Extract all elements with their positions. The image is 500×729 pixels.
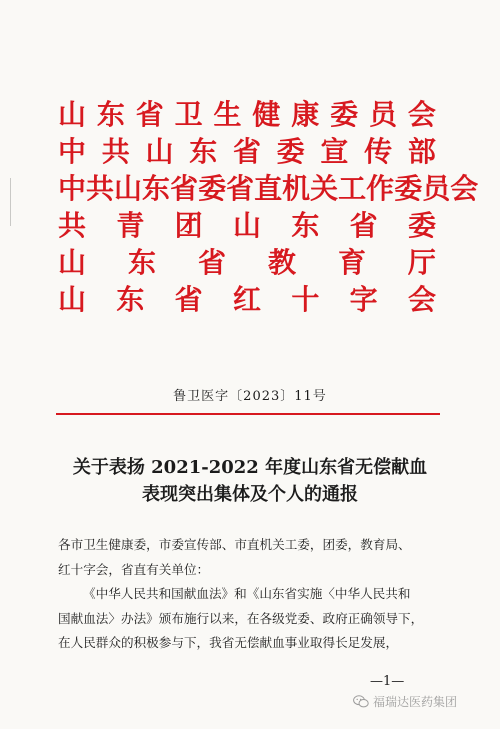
red-divider xyxy=(56,413,440,415)
issuer-char: 关 xyxy=(310,172,339,205)
issuer-char: 山 xyxy=(58,283,87,316)
issuer-line xyxy=(58,283,436,320)
issuer-char: 宣 xyxy=(320,135,349,168)
issuer-char: 会 xyxy=(407,283,436,316)
issuer-char: 东 xyxy=(142,172,171,205)
issuer-char: 委 xyxy=(198,172,227,205)
issuer-char: 团 xyxy=(174,209,203,242)
issuer-char: 中 xyxy=(58,135,87,168)
issuer-char: 中 xyxy=(58,172,87,205)
issuer-char: 康 xyxy=(291,98,320,131)
issuer-line xyxy=(58,135,436,172)
watermark-text: 福瑞达医药集团 xyxy=(373,695,458,709)
issuer-char: 生 xyxy=(213,98,242,131)
issuer-char: 教 xyxy=(267,246,296,279)
issuer-char: 厅 xyxy=(407,246,436,279)
issuer-char: 员 xyxy=(369,98,398,131)
issuer-char: 省 xyxy=(170,172,199,205)
issuer-char: 青 xyxy=(116,209,145,242)
issuer-char: 红 xyxy=(232,283,261,316)
issuer-char: 山 xyxy=(232,209,261,242)
issuer-char: 委 xyxy=(276,135,305,168)
issuer-char: 省 xyxy=(174,283,203,316)
issuer-char: 十 xyxy=(291,283,320,316)
notice-body xyxy=(58,533,442,656)
issuer-char: 健 xyxy=(252,98,281,131)
issuer-char: 省 xyxy=(197,246,226,279)
wechat-icon xyxy=(353,695,369,708)
issuer-char: 山 xyxy=(58,98,87,131)
issuer-char: 东 xyxy=(127,246,156,279)
paragraph-line: 《中华人民共和国献血法》和《山东省实施〈中华人民共和 xyxy=(83,586,411,601)
addressee-line: 各市卫生健康委，市委宣传部、市直机关工委，团委，教育局、 xyxy=(58,537,411,552)
title-line: 表现突出集体及个人的通报 xyxy=(142,484,358,505)
issuer-char: 部 xyxy=(407,135,436,168)
watermark xyxy=(353,693,457,710)
issuer-char: 东 xyxy=(116,283,145,316)
issuer-char: 山 xyxy=(114,172,143,205)
issuer-char: 东 xyxy=(189,135,218,168)
issuer-char: 共 xyxy=(86,172,115,205)
issuer-char: 机 xyxy=(282,172,311,205)
document-number: 鲁卫医字〔2023〕11号 xyxy=(173,389,327,404)
addressee-line: 红十字会，省直有关单位： xyxy=(58,561,210,577)
notice-title xyxy=(0,454,500,508)
issuer-char: 东 xyxy=(291,209,320,242)
issuer-char: 山 xyxy=(58,246,87,279)
paragraph-line: 在人民群众的积极参与下，我省无偿献血事业取得长足发展， xyxy=(58,635,399,650)
paragraph-line: 国献血法〉办法》颁布施行以来，在各级党委、政府正确领导下， xyxy=(58,610,424,626)
issuer-line xyxy=(58,98,436,135)
issuer-char: 会 xyxy=(450,172,479,205)
issuer-char: 省 xyxy=(349,209,378,242)
title-line: 关于表扬 2021-2022 年度山东省无偿献血 xyxy=(72,457,428,478)
issuer-char: 卫 xyxy=(174,98,203,131)
issuer-char: 山 xyxy=(145,135,174,168)
issuer-char: 字 xyxy=(349,283,378,316)
paper-crease xyxy=(10,178,11,226)
issuer-char: 东 xyxy=(96,98,125,131)
issuer-char: 委 xyxy=(330,98,359,131)
issuer-char: 委 xyxy=(407,209,436,242)
issuer-char: 委 xyxy=(394,172,423,205)
issuer-line xyxy=(58,172,479,209)
issuer-char: 共 xyxy=(58,209,87,242)
issuer-char: 直 xyxy=(254,172,283,205)
issuer-char: 省 xyxy=(232,135,261,168)
issuer-char: 员 xyxy=(422,172,451,205)
issuer-char: 会 xyxy=(407,98,436,131)
issuer-char: 共 xyxy=(101,135,130,168)
issuer-header xyxy=(58,98,479,320)
page-number: —1— xyxy=(370,674,405,689)
issuer-line xyxy=(58,209,436,246)
issuer-char: 工 xyxy=(338,172,367,205)
issuer-char: 省 xyxy=(135,98,164,131)
issuer-line xyxy=(58,246,436,283)
issuer-char: 育 xyxy=(337,246,366,279)
issuer-char: 作 xyxy=(366,172,395,205)
issuer-char: 省 xyxy=(226,172,255,205)
issuer-char: 传 xyxy=(364,135,393,168)
